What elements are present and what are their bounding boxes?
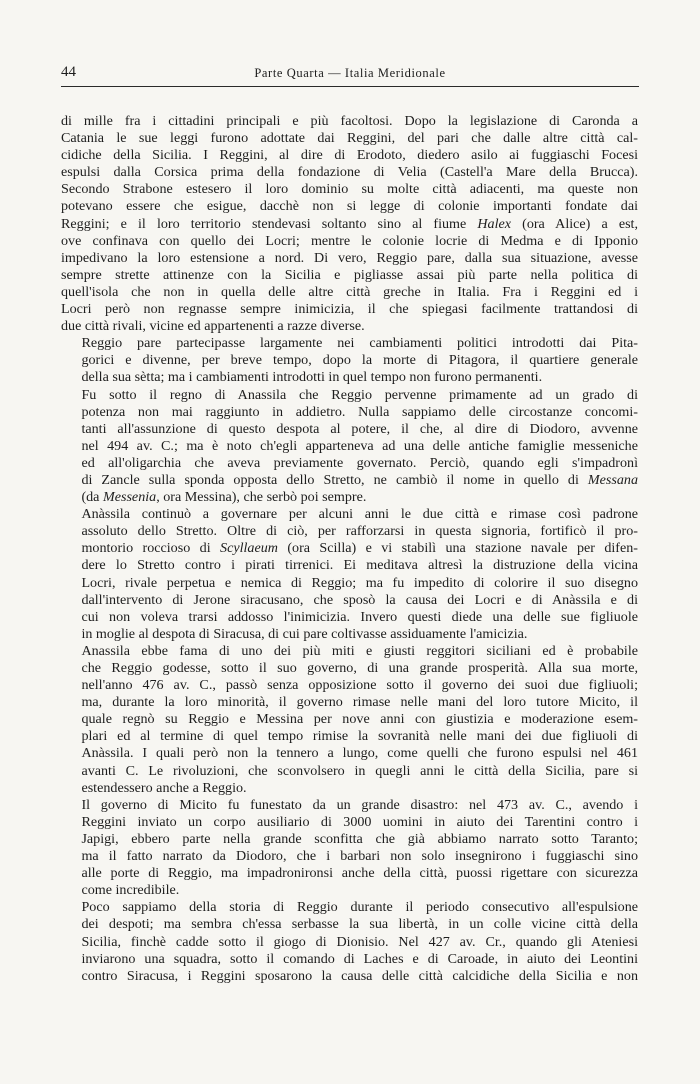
text-line: nel 494 av. C.; ma è noto ch'egli apparteneva ad una delle antiche famiglie messeniche (81, 437, 638, 454)
paragraph (61, 335, 638, 386)
text-line: tanti all'assunzione di questo despota al potere, il che, al dire di Diodoro, avvenne (81, 420, 638, 437)
text-line: di mille fra i cittadini principali e più facoltosi. Dopo la legislazione di Caronda a (61, 113, 638, 129)
paragraph (61, 506, 638, 643)
text-line: Anàssila continuò a governare per alcuni anni le due città e rimase così padrone (81, 506, 638, 523)
text-line: della sua sètta; ma i cambiamenti introdotti in quel tempo non furono permanenti. (81, 369, 543, 386)
text-line: alle porte di Reggio, ma impadronironsi anche della città, puossi rigettare con sicurezza (81, 865, 638, 882)
text-line: ove confinava con quello dei Locri; mentre le colonie locrie di Medma e di Ipponio (61, 232, 638, 249)
text-line: dei despoti; ma sembra ch'essa serbasse la sua libertà, in un colle vicine città della (81, 916, 638, 933)
paragraph (61, 643, 638, 797)
text-line: contro Siracusa, i Reggini sposarono la causa delle città calcidiche della Sicilia e non (81, 967, 638, 984)
paragraph (61, 899, 638, 984)
text-line: dere lo Stretto contro i pirati tirrenici. Ei meditava altresì la distruzione della vicina (81, 557, 638, 574)
text-line: gorici e divenne, per breve tempo, dopo la morte di Pitagora, il quartiere generale (81, 352, 638, 369)
text-line: due città rivali, vicine ed appartenenti a razze diverse. (61, 318, 365, 335)
text-line: quale regnò su Reggio e Messina per nove anni con giustizia e moderazione esem- (81, 711, 638, 728)
text-line: cidiche della Sicilia. I Reggini, al dire di Erodoto, diedero asilo ai fuggiaschi Focesi (61, 147, 638, 164)
text-line: Locri però non regnasse sempre inimicizia, il che spiegasi facilmente trattandosi di (61, 301, 638, 318)
text-line: Sicilia, finchè cadde sotto il giogo di Dionisio. Nel 427 av. Cr., quando gli Ateniesi (81, 933, 638, 950)
text-line: in moglie al despota di Siracusa, di cui pare coltivasse assiduamente l'amicizia. (81, 625, 528, 642)
text-line: Secondo Strabone estesero il loro dominio su molte città adiacenti, ma queste non (61, 181, 638, 198)
section-title: Parte Quarta — Italia Meridionale (254, 66, 446, 80)
text-line: Locri, rivale perpetua e nemica di Reggio; ma fu impedito di colorire il suo disegno (81, 574, 638, 591)
text-line: avanti C. Le rivoluzioni, che sconvolsero in quegli anni le città della Sicilia, pare si (81, 762, 638, 779)
text-line: Reggio pare partecipasse largamente nei cambiamenti politici introdotti dai Pita- (81, 335, 638, 352)
text-line: ma, durante la loro minorità, il governo rimase nelle mani del loro tutore Micito, il (81, 694, 638, 711)
body-text (61, 113, 638, 985)
text-line: impedivano la loro estensione a nord. Di vero, Reggio pare, dalla sua situazione, avesse (61, 249, 638, 266)
text-line: come incredibile. (81, 882, 180, 899)
text-line: quell'isola che non in quella delle altre città greche in Italia. Fra i Reggini ed i (61, 283, 638, 300)
text-line: ma il fatto narrato da Diodoro, che i barbari non solo insegnirono i fuggiaschi sino (81, 848, 638, 865)
text-line: potevano essere che esigue, dacchè non si legge di colonie importanti fondate dai (61, 198, 638, 215)
text-line: sempre strette attinenze con la Sicilia e pigliasse assai più parte nella politica di (61, 266, 638, 283)
text-line: plari ed al termine di quel tempo rimise la sovranità nelle mani dei due figliuoli di (81, 728, 638, 745)
text-line: ed all'oligarchia che aveva previamente governato. Perciò, quando egli s'impadronì (81, 454, 638, 471)
text-line: dall'intervento di Jerone siracusano, che sposò la causa dei Locri e di Anàssila e di (81, 591, 638, 608)
text-line: assoluto dello Stretto. Oltre di ciò, per rafforzarsi in questa signoria, fortificò il pro- (81, 523, 638, 540)
paragraph (61, 797, 638, 900)
paragraph (61, 113, 638, 335)
text-line: Anàssila. I quali però non la tennero a lungo, come quelli che furono espulsi nel 461 (81, 745, 638, 762)
text-line: cui non voleva trarsi addosso l'inimicizia. Invero questi diede una delle sue figliuole (81, 608, 638, 625)
text-line: Reggini inviato un corpo ausiliario di 3000 uomini in aiuto dei Tarentini contro i (81, 813, 638, 830)
text-line: Il governo di Micito fu funestato da un grande disastro: nel 473 av. C., avendo i (81, 796, 638, 813)
paragraph (61, 387, 638, 507)
text-line: Fu sotto il regno di Anassila che Reggio pervenne primamente ad un grado di (81, 386, 638, 403)
text-line: Catania le sue leggi furono adottate dai Reggini, del pari che dalle altre città cal- (61, 130, 638, 147)
text-line: montorio roccioso di Scyllaeum (ora Scilla) e vi stabilì una stazione navale per difen- (81, 540, 638, 557)
text-line: (da Messenia, ora Messina), che serbò poi sempre. (81, 489, 367, 506)
text-line: inviarono una squadra, sotto il comando di Laches e di Caroade, in aiuto dei Leontini (81, 950, 638, 967)
text-line: espulsi dalla Corsica prima della fondazione di Velia (Castell'a Mare della Brucca). (61, 164, 638, 181)
text-line: che Reggio godesse, sotto il suo governo, di una grande prosperità. Alla sua morte, (81, 660, 638, 676)
text-line: Japigi, ebbero parte nella grande sconfitta che già abbiamo narrato sotto Taranto; (81, 830, 638, 847)
text-line: Anassila ebbe fama di uno dei più miti e giusti reggitori siciliani ed è probabile (81, 642, 638, 659)
running-head (61, 64, 639, 87)
text-line: Poco sappiamo della storia di Reggio durante il periodo consecutivo all'espulsione (81, 899, 638, 916)
text-line: Reggini; e il loro territorio stendevasi soltanto sino al fiume Halex (ora Alice) a est, (61, 215, 638, 232)
text-line: nell'anno 476 av. C., passò senza opposizione sotto il governo dei suoi due figliuoli; (81, 677, 638, 694)
page-number: 44 (61, 64, 76, 80)
text-line: di Zancle sulla sponda opposta dello Stretto, ne cambiò il nome in quello di Messana (81, 471, 638, 488)
text-line: potenza non mai raggiunto in addietro. Nulla sappiamo delle circostanze concomi- (81, 403, 638, 420)
text-line: estendessero anche a Reggio. (81, 779, 247, 796)
